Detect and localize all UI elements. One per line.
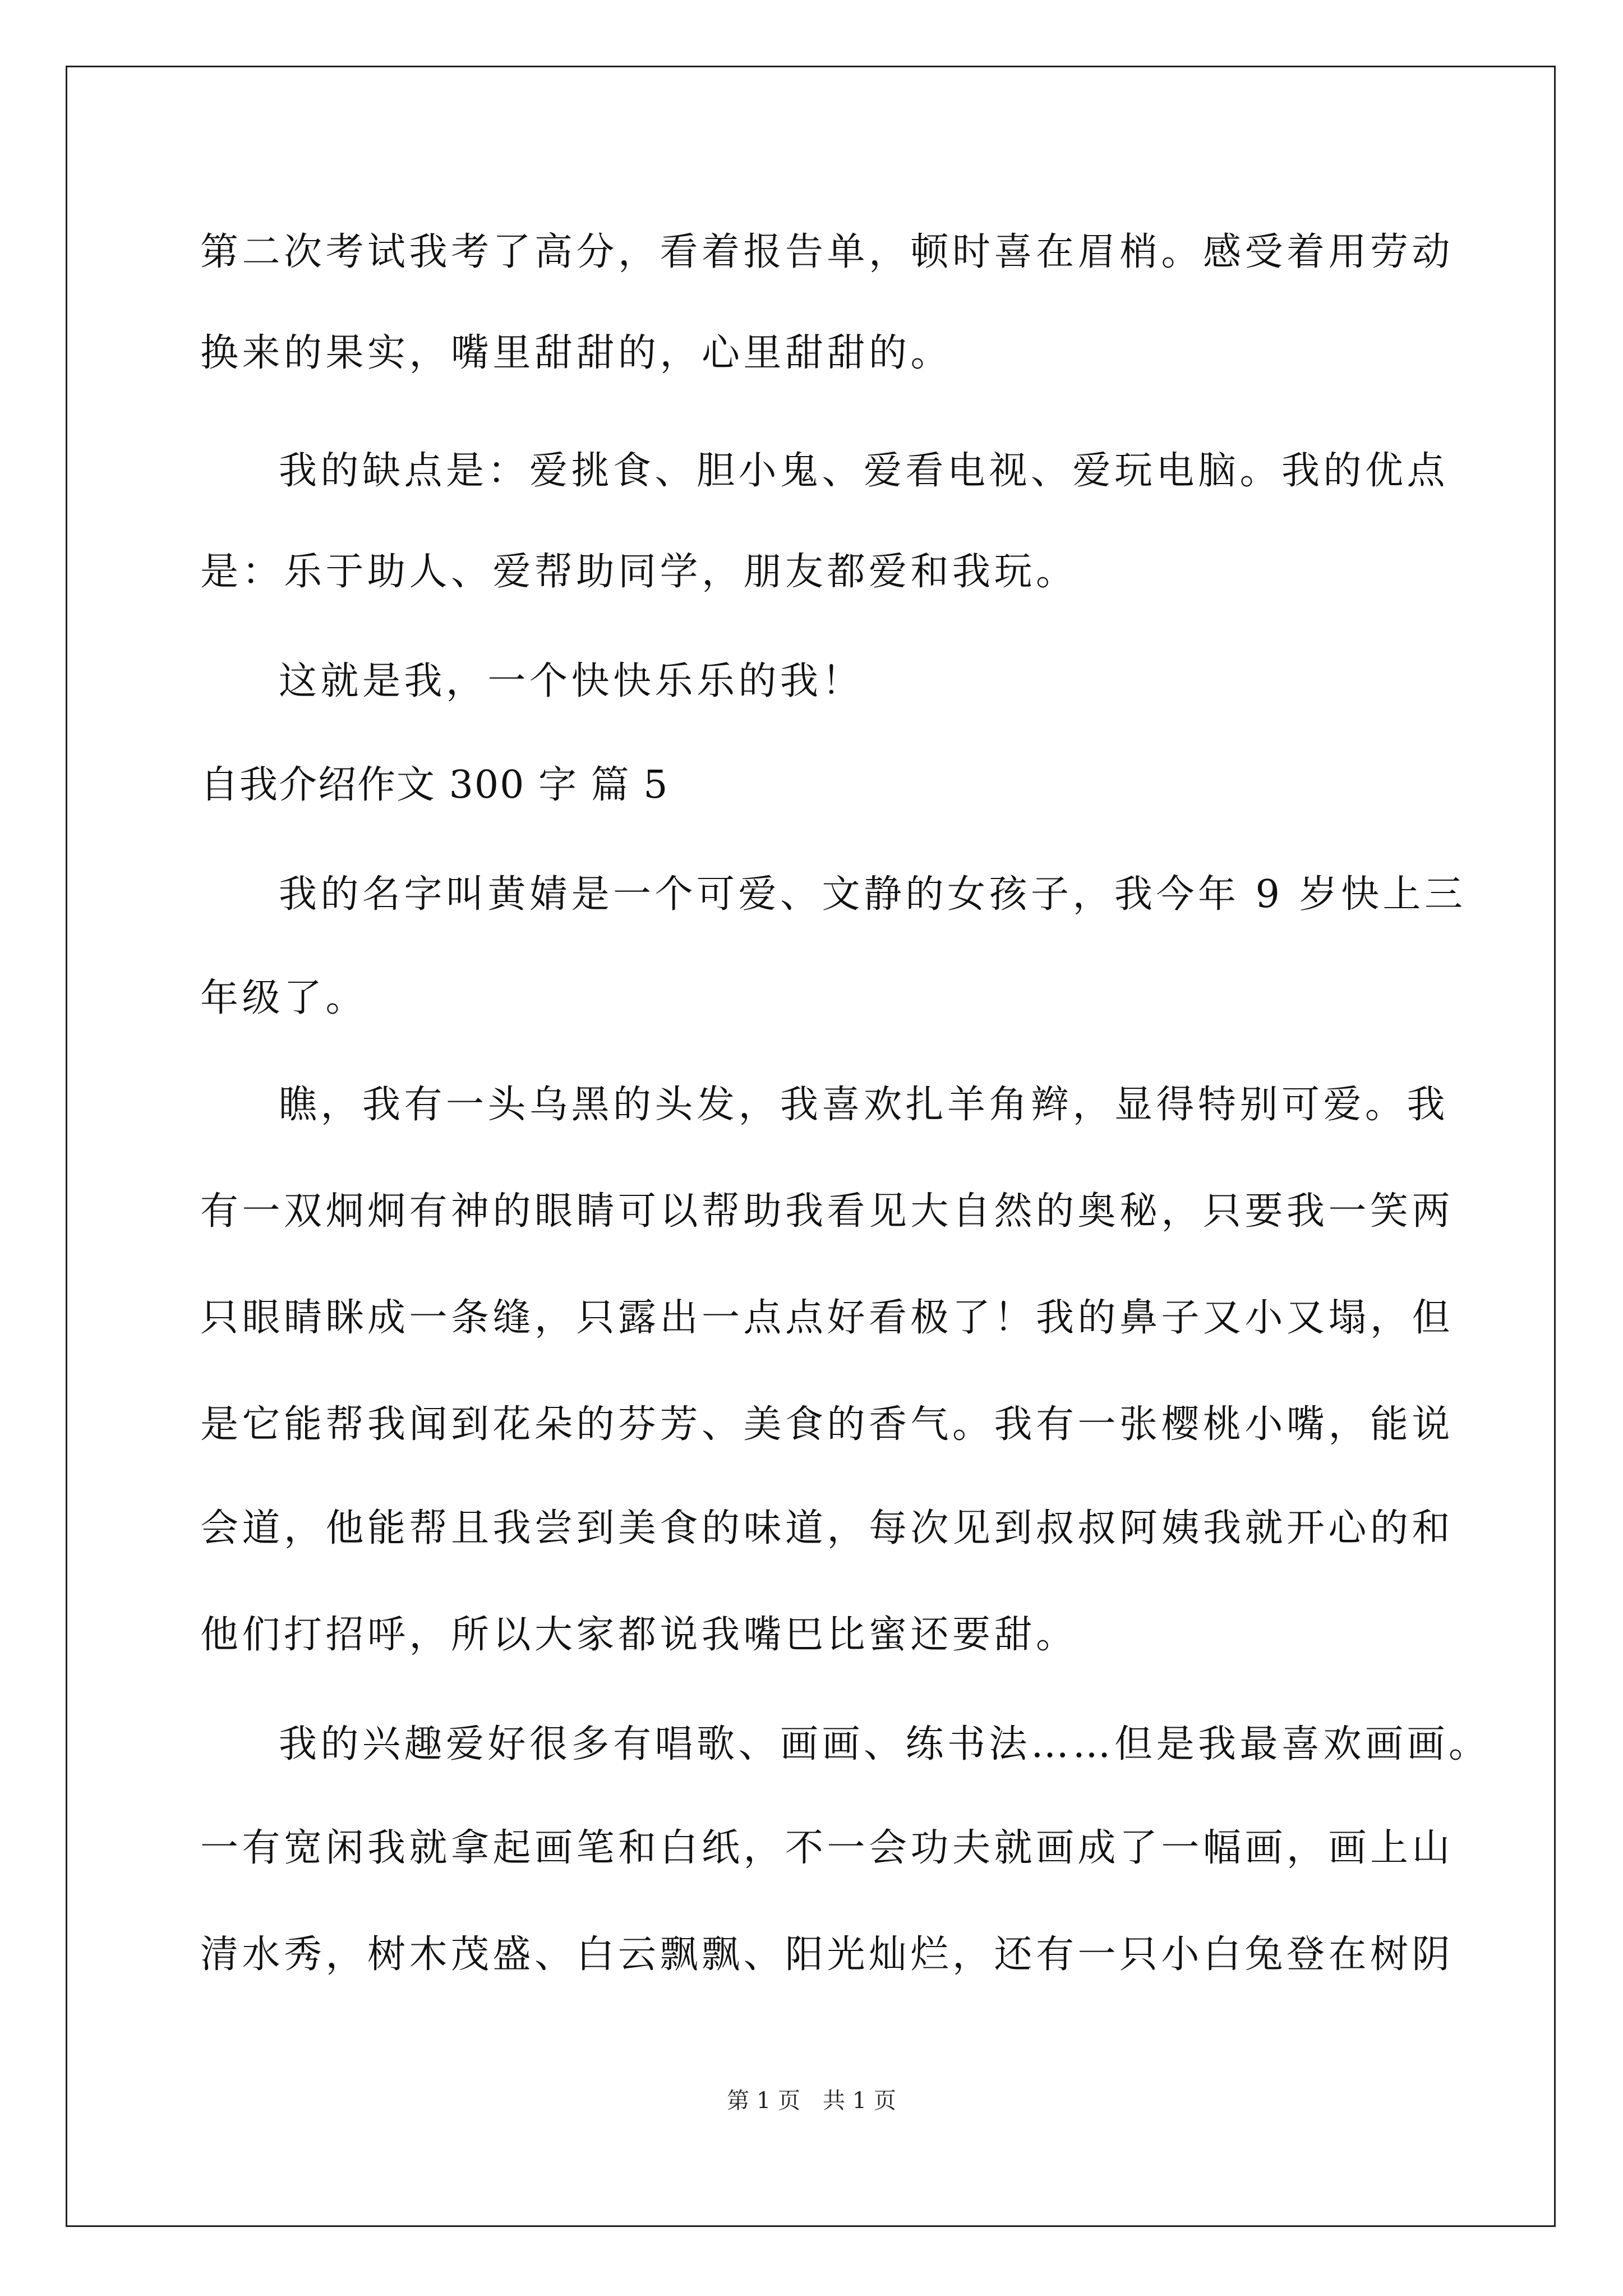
- text-line: 我的缺点是：爱挑食、胆小鬼、爱看电视、爱玩电脑。我的优点: [279, 449, 1449, 493]
- section-heading: 自我介绍作文 300 字 篇 5: [200, 763, 669, 807]
- text-line: 瞧，我有一头乌黑的头发，我喜欢扎羊角辫，显得特别可爱。我: [279, 1083, 1449, 1127]
- text-line: 换来的果实，嘴里甜甜的，心里甜甜的。: [200, 331, 953, 375]
- text-line: 第二次考试我考了高分，看着报告单，顿时喜在眉梢。感受着用劳动: [200, 230, 1454, 274]
- page-border: [66, 66, 1556, 2227]
- text-line: 是它能帮我闻到花朵的芬芳、美食的香气。我有一张樱桃小嘴，能说: [200, 1402, 1454, 1447]
- page-number: 第 1 页: [727, 2088, 800, 2114]
- text-line: 我的名字叫黄婧是一个可爱、文静的女孩子，我今年 9 岁快上三: [279, 872, 1467, 917]
- text-line: 这就是我，一个快快乐乐的我！: [279, 659, 864, 703]
- text-line: 会道，他能帮且我尝到美食的味道，每次见到叔叔阿姨我就开心的和: [200, 1506, 1454, 1550]
- page-total: 共 1 页: [823, 2088, 896, 2114]
- text-line: 只眼睛眯成一条缝，只露出一点点好看极了！我的鼻子又小又塌，但: [200, 1296, 1454, 1340]
- text-line: 是：乐于助人、爱帮助同学，朋友都爱和我玩。: [200, 550, 1078, 594]
- text-line: 他们打招呼，所以大家都说我嘴巴比蜜还要甜。: [200, 1613, 1078, 1657]
- text-line: 年级了。: [200, 976, 368, 1020]
- text-line: 一有宽闲我就拿起画笔和白纸，不一会功夫就画成了一幅画，画上山: [200, 1826, 1454, 1870]
- text-line: 我的兴趣爱好很多有唱歌、画画、练书法……但是我最喜欢画画。: [279, 1722, 1491, 1766]
- page-footer: [0, 2087, 1623, 2115]
- text-line: 有一双炯炯有神的眼睛可以帮助我看见大自然的奥秘，只要我一笑两: [200, 1189, 1454, 1234]
- text-line: 清水秀，树木茂盛、白云飘飘、阳光灿烂，还有一只小白兔登在树阴: [200, 1932, 1454, 1977]
